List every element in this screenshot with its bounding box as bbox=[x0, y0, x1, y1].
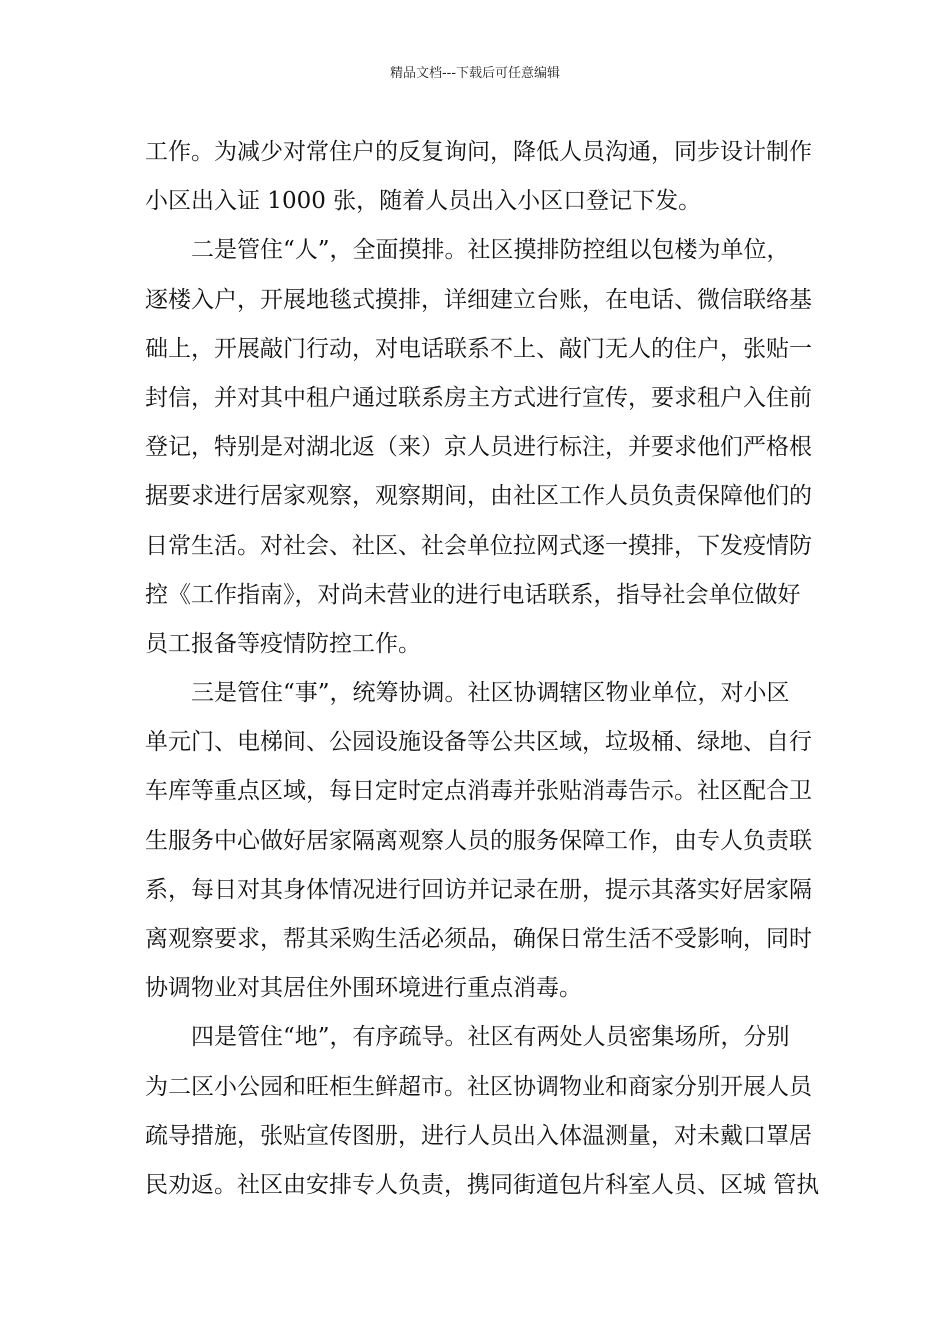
text-line: 工作。为减少对常住户的反复询问，降低人员沟通，同步设计制作 bbox=[145, 139, 812, 165]
text-line: 封信，并对其中租户通过联系房主方式进行宣传，要求租户入住前 bbox=[145, 384, 812, 411]
paragraph-start-line: 四是管住“地”，有序疏导。社区有两处人员密集场所，分别 bbox=[191, 1024, 790, 1051]
text-line: 协调物业对其居住外围环境进行重点消毒。 bbox=[145, 975, 582, 1002]
text-line: 系，每日对其身体情况进行回访并记录在册，提示其落实好居家隔 bbox=[145, 876, 812, 903]
text-line: 控《工作指南》，对尚未营业的进行电话联系，指导社会单位做好 bbox=[145, 581, 801, 608]
document-body bbox=[145, 128, 820, 1210]
paragraph-start-line: 二是管住“人”，全面摸排。社区摸排防控组以包楼为单位， bbox=[191, 237, 790, 264]
text-line: 车库等重点区域，每日定时定点消毒并张贴消毒告示。社区配合卫 bbox=[145, 778, 812, 805]
text-line: 础上，开展敲门行动，对电话联系不上、敲门无人的住户，张贴一 bbox=[145, 335, 812, 362]
text-line: 员工报备等疫情防控工作。 bbox=[145, 630, 421, 657]
text-line: 为二区小公园和旺柜生鲜超市。社区协调物业和商家分别开展人员 bbox=[145, 1073, 812, 1100]
text-line: 逐楼入户，开展地毯式摸排，详细建立台账，在电话、微信联络基 bbox=[145, 286, 812, 313]
text-line: 登记，特别是对湖北返（来）京人员进行标注，并要求他们严格根 bbox=[145, 434, 812, 461]
text-line: 民劝返。社区由安排专人负责，携同街道包片科室人员、区城 管执 bbox=[145, 1171, 820, 1198]
text-line: 离观察要求，帮其采购生活必须品，确保日常生活不受影响，同时 bbox=[145, 926, 812, 952]
text-line: 小区出入证 1000 张，随着人员出入小区口登记下发。 bbox=[145, 188, 702, 215]
text-line: 单元门、电梯间、公园设施设备等公共区域，垃圾桶、绿地、自行 bbox=[145, 729, 812, 756]
text-line: 生服务中心做好居家隔离观察人员的服务保障工作，由专人负责联 bbox=[145, 827, 812, 854]
text-line: 疏导措施，张贴宣传图册，进行人员出入体温测量，对未戴口罩居 bbox=[145, 1122, 812, 1149]
page-header: 精品文档---下载后可任意编辑 bbox=[389, 66, 561, 81]
text-line: 据要求进行居家观察，观察期间，由社区工作人员负责保障他们的 bbox=[145, 483, 812, 510]
text-line: 日常生活。对社会、社区、社会单位拉网式逐一摸排，下发疫情防 bbox=[145, 532, 812, 559]
paragraph-start-line: 三是管住“事”，统筹协调。社区协调辖区物业单位，对小区 bbox=[191, 680, 790, 707]
